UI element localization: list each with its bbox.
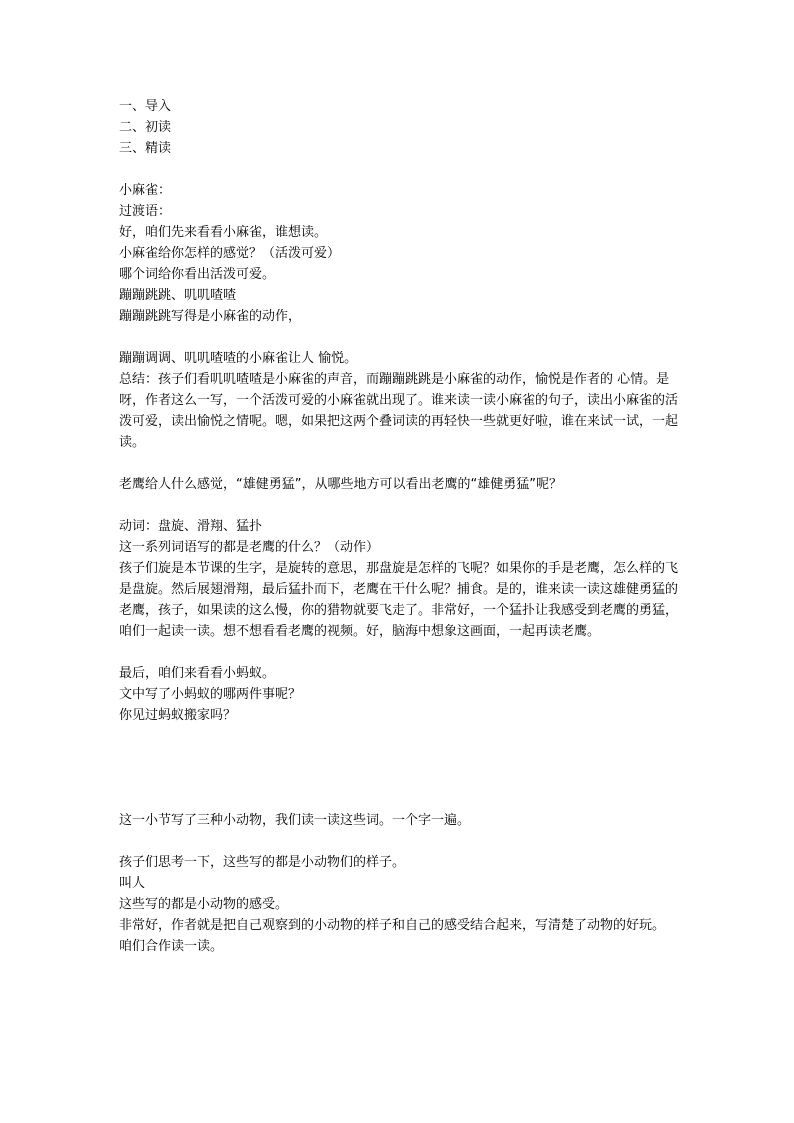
paragraph: 文中写了小蚂蚁的哪两件事呢？ <box>119 687 302 702</box>
spacer <box>119 831 689 852</box>
paragraph: 这一小节写了三种小动物，我们读一读这些词。一个字一遍。 <box>119 813 471 828</box>
outline-item-intro: 一、导入 <box>119 99 172 114</box>
paragraph: 蹦蹦跳跳写得是小麻雀的动作， <box>119 309 302 324</box>
transition-label: 过渡语： <box>119 204 172 219</box>
spacer <box>119 495 689 516</box>
paragraph: 最后，咱们来看看小蚂蚁。 <box>119 666 276 681</box>
paragraph: 这一系列词语写的都是老鹰的什么？（动作） <box>119 540 380 555</box>
paragraph: 非常好，作者就是把自己观察到的小动物的样子和自己的感受结合起来，写清楚了动物的好玩。 <box>119 918 666 933</box>
spacer <box>119 159 689 180</box>
paragraph: 蹦蹦跳跳、叽叽喳喳 <box>119 288 237 303</box>
paragraph: 你见过蚂蚁搬家吗？ <box>119 708 237 723</box>
document-body <box>119 96 689 957</box>
paragraph: 孩子们思考一下，这些写的都是小动物们的样子。 <box>119 855 406 870</box>
paragraph: 这些写的都是小动物的感受。 <box>119 897 289 912</box>
paragraph: 咱们合作读一读。 <box>119 939 224 954</box>
outline-item-first-reading: 二、初读 <box>119 120 172 135</box>
paragraph: 好，咱们先来看看小麻雀，谁想读。 <box>119 225 328 240</box>
paragraph: 蹦蹦调调、叽叽喳喳的小麻雀让人 愉悦。 <box>119 351 358 366</box>
spacer <box>119 726 689 810</box>
spacer <box>119 642 689 663</box>
eagle-question: 老鹰给人什么感觉，“雄健勇猛”，从哪些地方可以看出老鹰的“雄健勇猛”呢？ <box>119 477 562 492</box>
paragraph: 叫人 <box>119 876 146 891</box>
paragraph: 孩子们旋是本节课的生字，是旋转的意思，那盘旋是怎样的飞呢？如果你的手是老鹰，怎么样的飞是盘旋。然后展翅滑翔，最后猛扑而下，老鹰在干什么呢？捕食。是的，谁来读一读这雄健勇猛的老鹰，孩子，如果读的这么慢，你的猎物就要飞走了。非常好，一个猛扑让我感受到老鹰的勇猛，咱们一起读一读。想不想看看老鹰的视频。好，脑海中想象这画面，一起再读老鹰。 <box>119 561 679 639</box>
section-heading-sparrow: 小麻雀： <box>119 183 172 198</box>
paragraph: 哪个词给你看出活泼可爱。 <box>119 267 276 282</box>
paragraph: 小麻雀给你怎样的感觉？（活泼可爱） <box>119 246 341 261</box>
spacer <box>119 453 689 474</box>
outline-item-close-reading: 三、精读 <box>119 141 172 156</box>
summary-paragraph: 总结：孩子们看叽叽喳喳是小麻雀的声音，而蹦蹦跳跳是小麻雀的动作，愉悦是作者的 心情。是呀，作者这么一写，一个活泼可爱的小麻雀就出现了。谁来读一读小麻雀的句子，读出小麻雀的活泼可爱，读出愉悦之情呢。嗯，如果把这两个叠词读的再轻快一些就更好啦，谁在来试一试，一起读。 <box>119 372 679 450</box>
spacer <box>119 327 689 348</box>
paragraph: 动词：盘旋、滑翔、猛扑 <box>119 519 263 534</box>
